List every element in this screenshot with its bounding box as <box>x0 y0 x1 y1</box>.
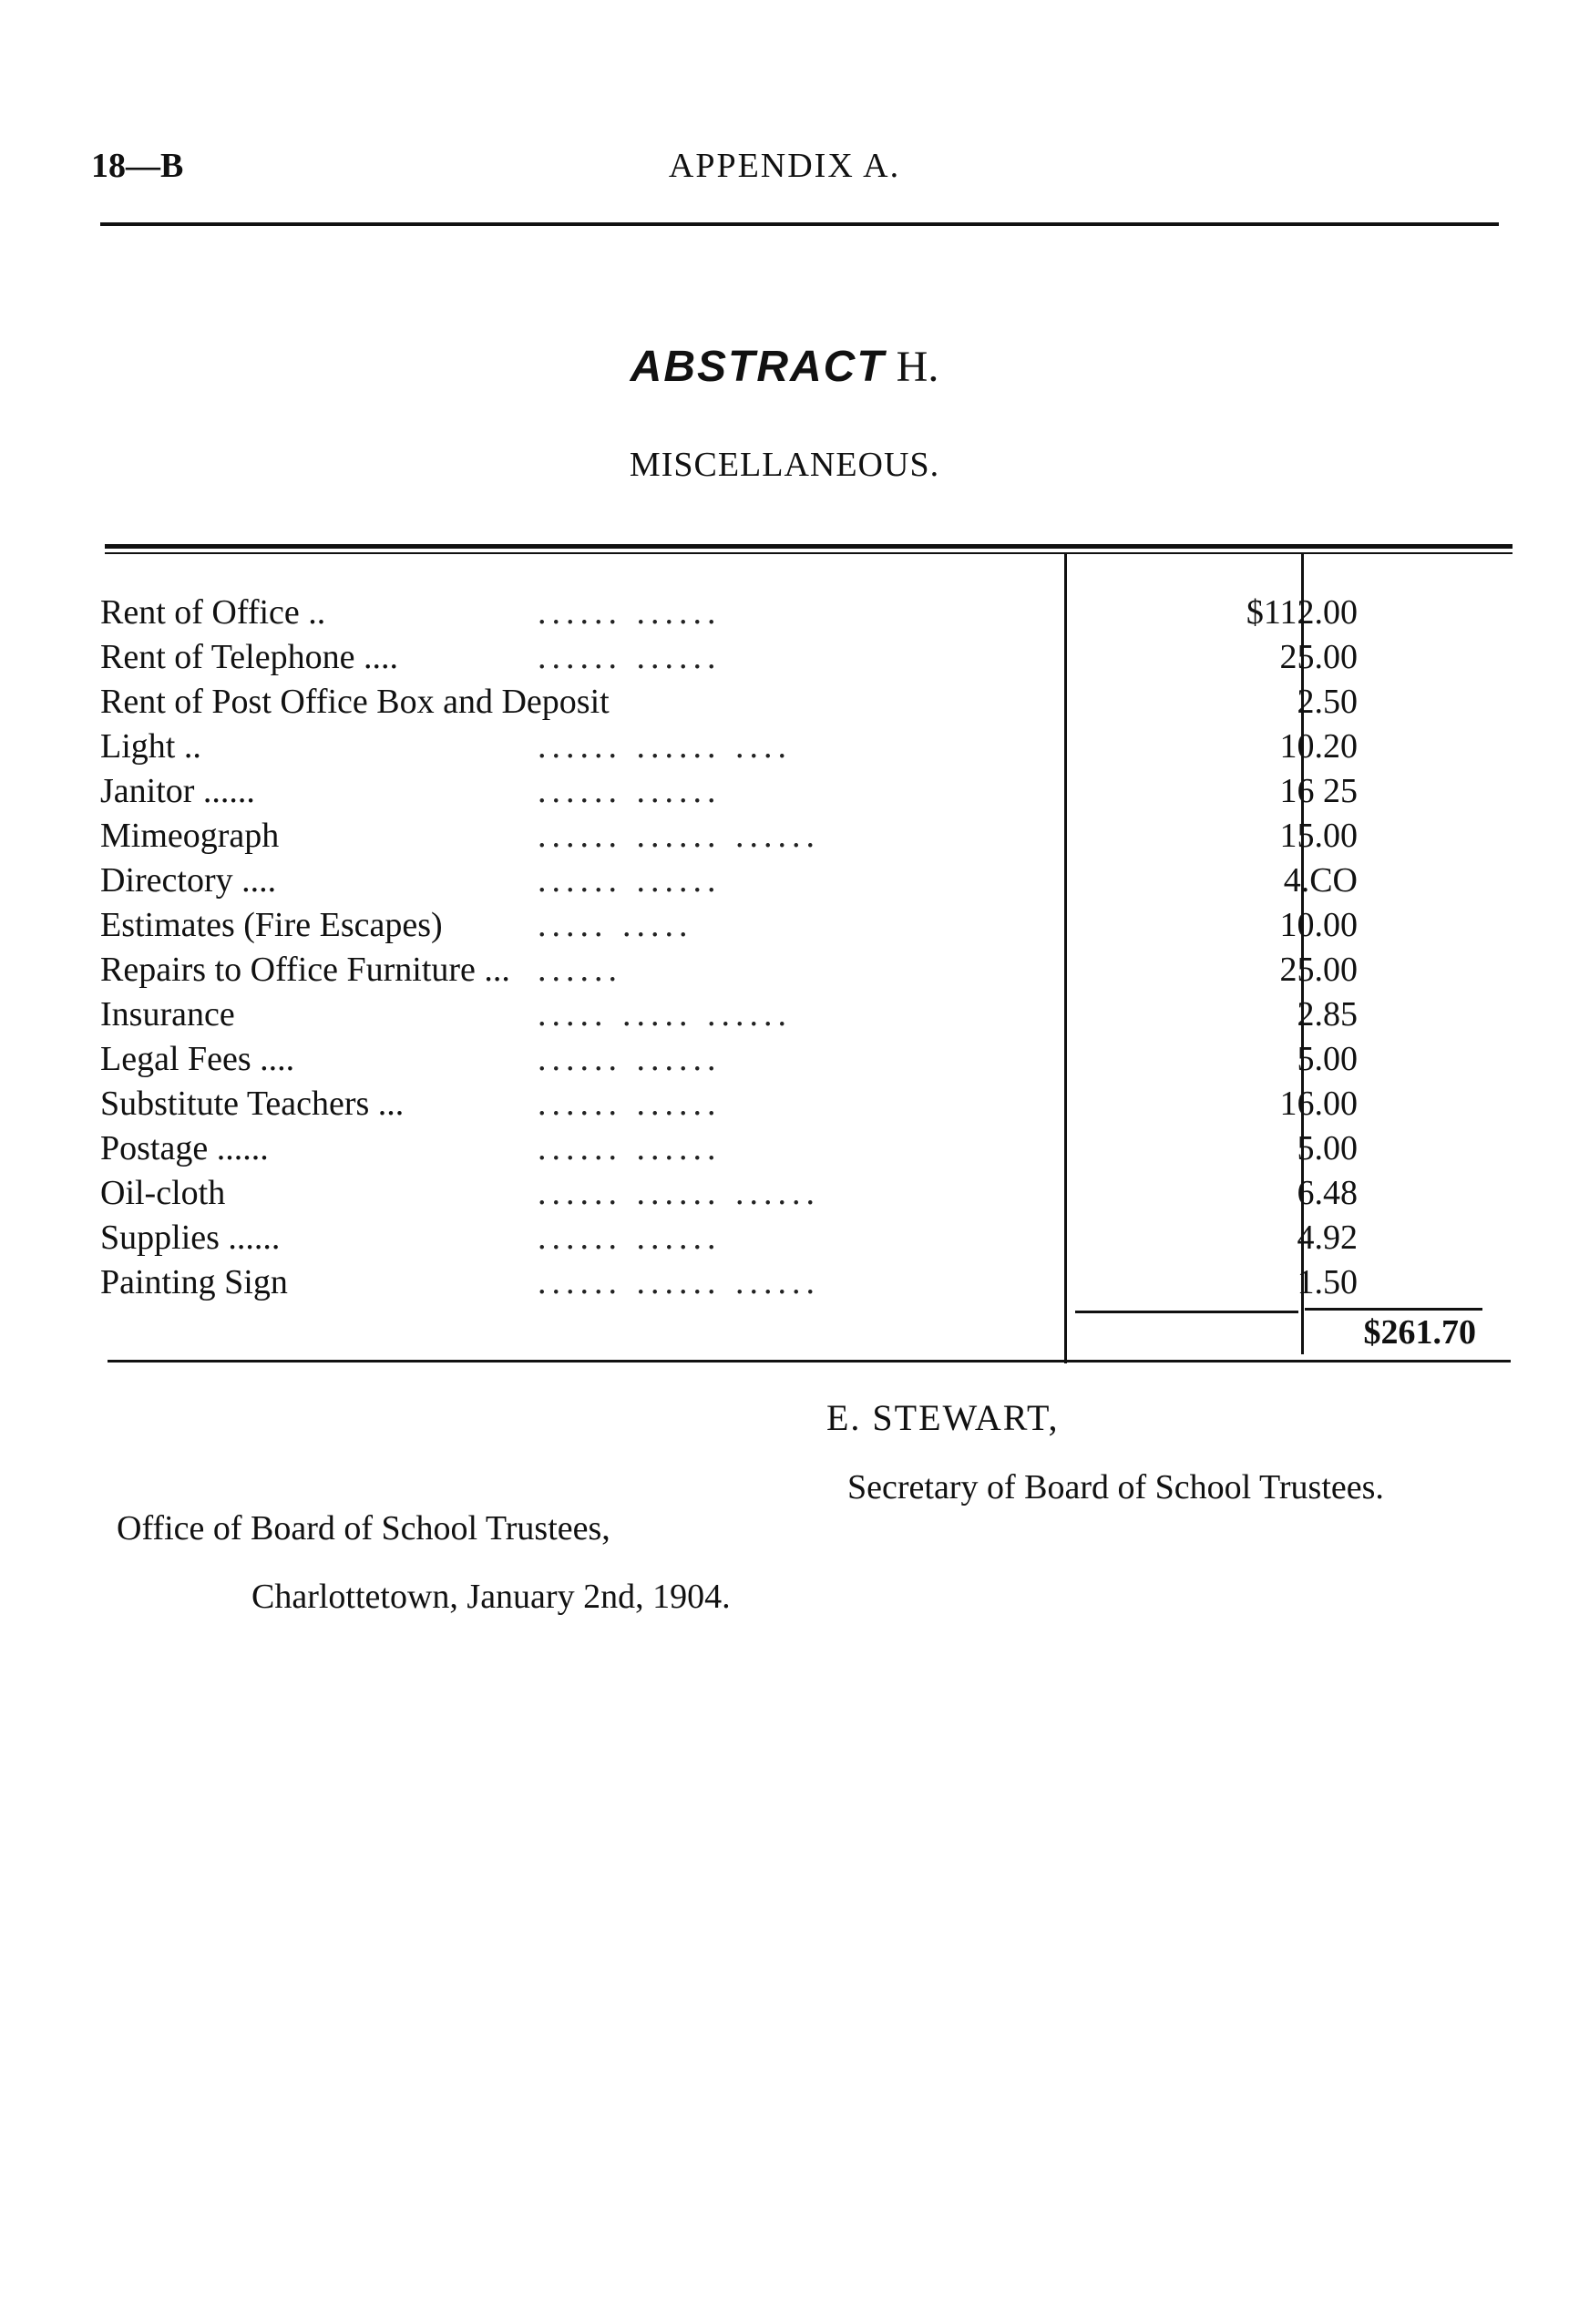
dot-leader: ..... ..... ...... <box>538 995 792 1033</box>
row-label: Rent of Telephone .... <box>100 638 398 676</box>
office-line: Office of Board of School Trustees, <box>117 1509 610 1548</box>
row-label: Substitute Teachers ... <box>100 1085 405 1123</box>
row-amount: 5.00 <box>1297 1129 1358 1167</box>
table-row <box>100 1260 1358 1305</box>
header-rule <box>100 222 1499 226</box>
row-label: Estimates (Fire Escapes) <box>100 906 443 944</box>
row-label: Rent of Post Office Box and Deposit <box>100 683 610 721</box>
row-label: Rent of Office .. <box>100 593 326 632</box>
table-row <box>100 1171 1358 1216</box>
abstract-letter: H. <box>896 343 939 391</box>
total-rule <box>1305 1308 1482 1311</box>
row-amount: 1.50 <box>1297 1263 1358 1301</box>
row-amount: 16.00 <box>1279 1085 1358 1123</box>
dot-leader: ...... <box>538 951 622 989</box>
table-row <box>100 1216 1358 1260</box>
row-label: Janitor ...... <box>100 772 255 810</box>
row-label: Oil-cloth <box>100 1174 226 1212</box>
page-number: 18—B <box>91 147 184 185</box>
row-amount: $112.00 <box>1246 593 1358 632</box>
expense-table <box>100 591 1358 1305</box>
row-label: Mimeograph <box>100 817 280 855</box>
appendix-heading: APPENDIX A. <box>668 147 901 185</box>
table-row <box>100 591 1358 635</box>
dot-leader: ...... ...... ...... <box>538 817 820 855</box>
dot-leader: ...... ...... <box>538 772 722 810</box>
table-row <box>100 814 1358 859</box>
row-amount: 4.92 <box>1297 1219 1358 1257</box>
row-label: Repairs to Office Furniture ... <box>100 951 510 989</box>
dot-leader: ...... ...... ...... <box>538 1174 820 1212</box>
row-amount: 10.00 <box>1279 906 1358 944</box>
abstract-word: ABSTRACT <box>630 343 886 391</box>
section-subtitle: MISCELLANEOUS. <box>629 446 940 484</box>
signer-title: Secretary of Board of School Trustees. <box>847 1468 1384 1506</box>
row-amount: 6.48 <box>1297 1174 1358 1212</box>
dot-leader: ...... ...... <box>538 638 722 676</box>
table-bottom-rule <box>108 1360 1511 1363</box>
row-amount: 15.00 <box>1279 817 1358 855</box>
row-amount: 4.CO <box>1283 861 1358 900</box>
dot-leader: ...... ...... <box>538 1129 722 1167</box>
dot-leader: ..... ..... <box>538 906 693 944</box>
table-row <box>100 859 1358 903</box>
row-label: Directory .... <box>100 861 277 900</box>
dot-leader: ...... ...... <box>538 861 722 900</box>
table-top-rule <box>105 544 1513 549</box>
dot-leader: ...... ...... .... <box>538 727 792 766</box>
row-label: Painting Sign <box>100 1263 288 1301</box>
dot-leader: ...... ...... <box>538 1219 722 1257</box>
dot-leader: ...... ...... <box>538 593 722 632</box>
row-label: Legal Fees .... <box>100 1040 295 1078</box>
row-amount: 5.00 <box>1297 1040 1358 1078</box>
row-amount: 2.85 <box>1297 995 1358 1033</box>
dot-leader: ...... ...... ...... <box>538 1263 820 1301</box>
table-row <box>100 948 1358 992</box>
abstract-title <box>0 342 1569 392</box>
row-amount: 10.20 <box>1279 727 1358 766</box>
table-row <box>100 635 1358 680</box>
sum-rule <box>1075 1311 1298 1313</box>
table-row <box>100 680 1358 725</box>
total-amount: $261.70 <box>1363 1313 1476 1352</box>
dot-leader: ...... ...... <box>538 1085 722 1123</box>
table-row <box>100 1037 1358 1082</box>
row-amount: 16 25 <box>1279 772 1358 810</box>
row-amount: 25.00 <box>1279 951 1358 989</box>
table-row <box>100 725 1358 769</box>
row-amount: 2.50 <box>1297 683 1358 721</box>
row-label: Supplies ...... <box>100 1219 281 1257</box>
place-date-line: Charlottetown, January 2nd, 1904. <box>251 1578 731 1616</box>
table-row <box>100 769 1358 814</box>
table-row <box>100 1126 1358 1171</box>
table-row <box>100 992 1358 1037</box>
dot-leader: ...... ...... <box>538 1040 722 1078</box>
row-label: Light .. <box>100 727 201 766</box>
row-label: Postage ...... <box>100 1129 269 1167</box>
table-row <box>100 1082 1358 1126</box>
row-amount: 25.00 <box>1279 638 1358 676</box>
table-row <box>100 903 1358 948</box>
row-label: Insurance <box>100 995 235 1033</box>
signer-name: E. STEWART, <box>826 1397 1060 1438</box>
